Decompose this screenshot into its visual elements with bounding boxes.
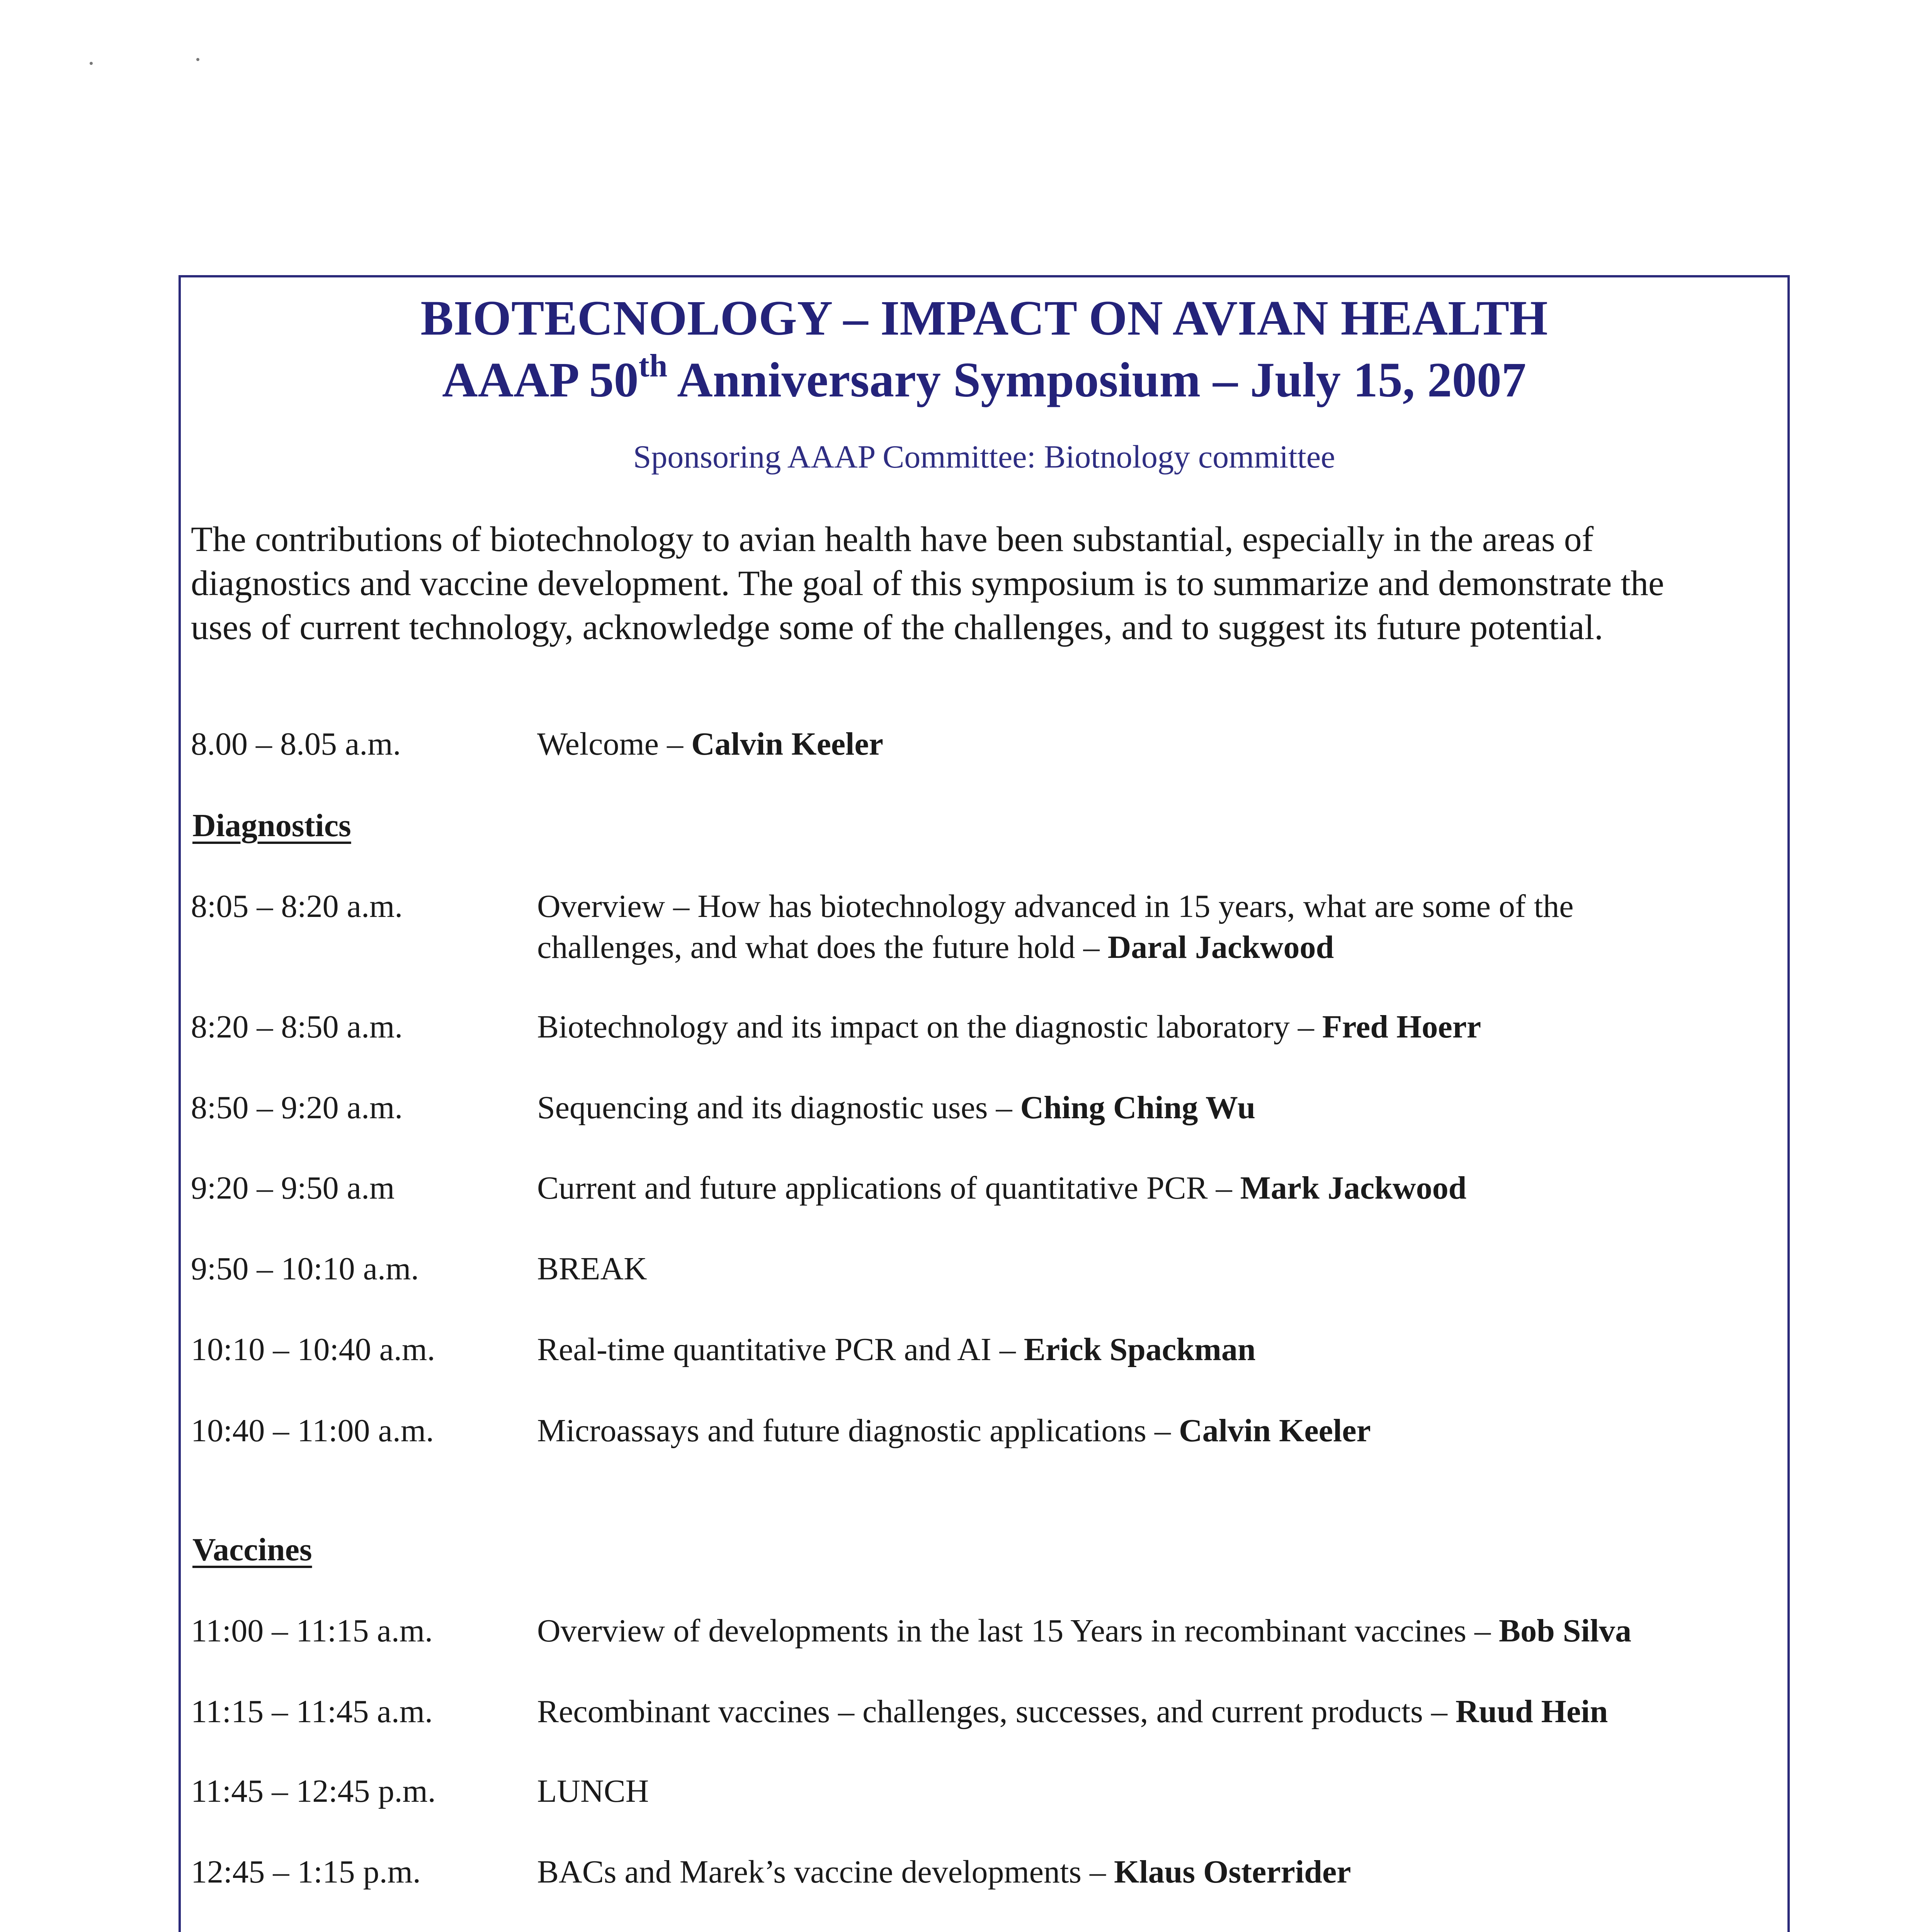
session-time: 8.00 – 8.05 a.m. bbox=[191, 726, 401, 762]
session-title: Welcome – Calvin Keeler bbox=[537, 726, 883, 762]
session-time: 11:45 – 12:45 p.m. bbox=[191, 1773, 436, 1809]
speaker-name: Fred Hoerr bbox=[1322, 1009, 1481, 1045]
speaker-name: Calvin Keeler bbox=[691, 726, 883, 762]
session-time: 10:10 – 10:40 a.m. bbox=[191, 1332, 435, 1367]
session-title: Biotechnology and its impact on the diagnostic laboratory – Fred Hoerr bbox=[537, 1009, 1481, 1045]
session-time: 8:05 – 8:20 a.m. bbox=[191, 888, 403, 924]
session-time: 11:00 – 11:15 a.m. bbox=[191, 1613, 433, 1649]
speaker-name: Calvin Keeler bbox=[1178, 1413, 1371, 1449]
session-title: Microassays and future diagnostic applications – Calvin Keeler bbox=[537, 1413, 1371, 1449]
speaker-name: Ching Ching Wu bbox=[1020, 1090, 1256, 1126]
page-subtitle: AAAP 50th Anniversary Symposium – July 15, 2007 bbox=[442, 348, 1526, 407]
scan-speck bbox=[90, 62, 93, 65]
intro-paragraph: The contributions of biotechnology to avian health have been substantial, especially in the areas of diagnostics and vaccine development. The goal of this symposium is to summarize and demonstrate the uses of current technology, acknowledge some of the challenges, and to suggest its future potential. bbox=[191, 519, 1664, 647]
session-time: 12:45 – 1:15 p.m. bbox=[191, 1854, 421, 1890]
session-time: 8:20 – 8:50 a.m. bbox=[191, 1009, 403, 1045]
session-time: 9:50 – 10:10 a.m. bbox=[191, 1251, 419, 1287]
speaker-name: Klaus Osterrider bbox=[1114, 1854, 1351, 1890]
session-title: LUNCH bbox=[537, 1773, 649, 1809]
program-frame bbox=[179, 275, 1790, 1932]
speaker-name: Daral Jackwood bbox=[1107, 929, 1334, 965]
section-heading-vaccines: Vaccines bbox=[192, 1532, 312, 1568]
session-time: 10:40 – 11:00 a.m. bbox=[191, 1413, 434, 1449]
speaker-name: Ruud Hein bbox=[1455, 1694, 1608, 1730]
session-title: Overview – How has biotechnology advanced in 15 years, what are some of the challenges, and what does the future hold – Daral Jackwood bbox=[537, 888, 1574, 965]
session-title: Recombinant vaccines – challenges, successes, and current products – Ruud Hein bbox=[537, 1694, 1608, 1730]
speaker-name: Mark Jackwood bbox=[1240, 1170, 1467, 1206]
speaker-name: Bob Silva bbox=[1499, 1613, 1632, 1649]
page-title: BIOTECNOLOGY – IMPACT ON AVIAN HEALTH bbox=[420, 291, 1548, 345]
session-time: 8:50 – 9:20 a.m. bbox=[191, 1090, 403, 1126]
sponsor-line: Sponsoring AAAP Committee: Biotnology committee bbox=[633, 439, 1335, 475]
session-time: 11:15 – 11:45 a.m. bbox=[191, 1694, 433, 1730]
session-title: Sequencing and its diagnostic uses – Ching Ching Wu bbox=[537, 1090, 1256, 1126]
session-title: Real-time quantitative PCR and AI – Erick Spackman bbox=[537, 1332, 1256, 1367]
session-title: BREAK bbox=[537, 1251, 647, 1287]
session-title: BACs and Marek’s vaccine developments – Klaus Osterrider bbox=[537, 1854, 1351, 1890]
section-heading-diagnostics: Diagnostics bbox=[192, 808, 351, 844]
session-title: Current and future applications of quantitative PCR – Mark Jackwood bbox=[537, 1170, 1467, 1206]
session-time: 9:20 – 9:50 a.m bbox=[191, 1170, 395, 1206]
scan-speck bbox=[196, 58, 199, 61]
session-title: Overview of developments in the last 15 Years in recombinant vaccines – Bob Silva bbox=[537, 1613, 1632, 1649]
speaker-name: Erick Spackman bbox=[1024, 1332, 1256, 1367]
